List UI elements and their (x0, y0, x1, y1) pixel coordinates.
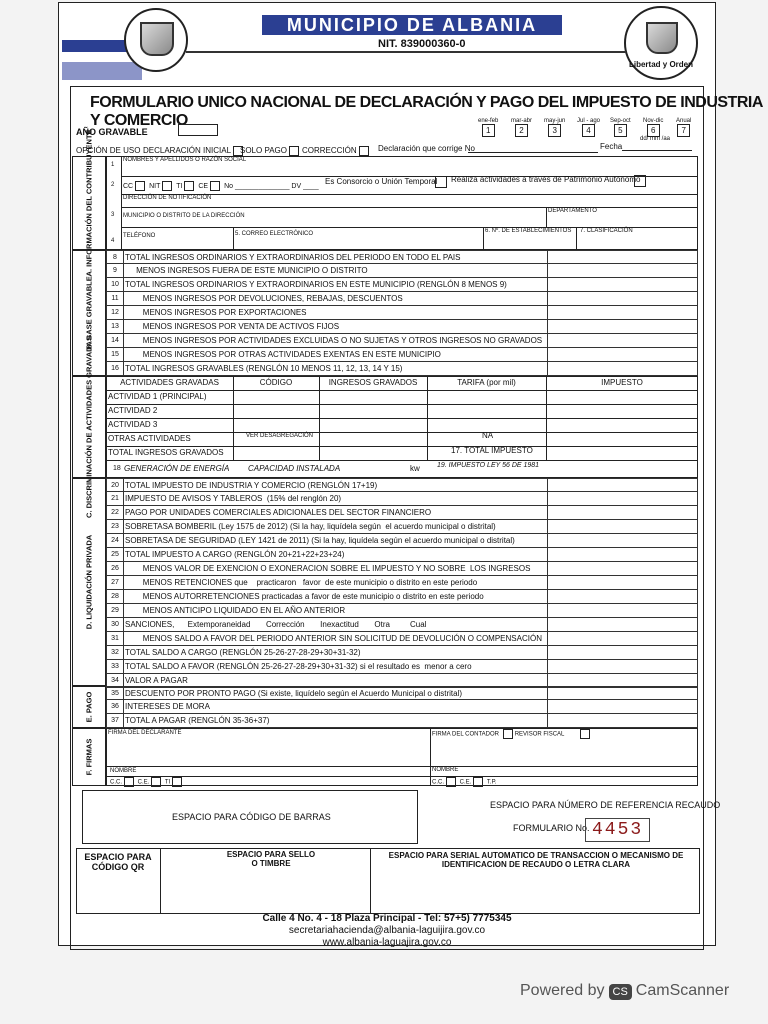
value-field[interactable] (547, 714, 700, 727)
row-number: 16 (111, 365, 119, 372)
declarante-cc-checkbox[interactable] (124, 777, 134, 787)
base-row-9 (106, 264, 698, 278)
row-label: MENOS INGRESOS POR VENTA DE ACTIVOS FIJOS (125, 322, 340, 331)
activity-row-1: ACTIVIDAD 1 (PRINCIPAL) (108, 392, 207, 401)
row-label: TOTAL SALDO A CARGO (RENGLÓN 25-26-27-28-29+30+31-32) (125, 648, 361, 657)
period-label: mar-abr (511, 118, 533, 124)
row-number: 26 (111, 565, 119, 572)
na-label: NA (482, 431, 494, 440)
liquidacion-row-29 (106, 604, 698, 618)
correccion-label: CORRECCIÓN (302, 146, 357, 156)
direccion-label: DIRECCIÓN DE NOTIFICACIÓN (123, 195, 212, 201)
municipality-banner: MUNICIPIO DE ALBANIA (262, 15, 562, 35)
contador-cc-checkbox[interactable] (446, 777, 456, 787)
col-header-2: INGRESOS GRAVADOS (328, 378, 418, 387)
base-row-13 (106, 320, 698, 334)
value-field[interactable] (547, 548, 700, 561)
row-label: PAGO POR UNIDADES COMERCIALES ADICIONALES DEL SECTOR FINANCIERO (125, 508, 432, 517)
base-row-8 (106, 250, 698, 264)
period-box[interactable]: 4 (582, 124, 595, 137)
period-label: Nov-dic (643, 118, 664, 124)
value-field[interactable] (547, 646, 700, 659)
declarante-ce-checkbox[interactable] (151, 777, 161, 787)
row-label: INTERESES DE MORA (125, 702, 210, 711)
patrimonio-checkbox[interactable] (634, 175, 646, 187)
row-number: 31 (111, 635, 119, 642)
departamento-label: DEPARTAMENTO (548, 208, 597, 214)
row-label: MENOS SALDO A FAVOR DEL PERIODO ANTERIOR SIN SOLICITUD DE DEVOLUCIÓN O COMPENSACIÓN (125, 634, 542, 643)
liquidacion-row-32 (106, 646, 698, 660)
nombre-contador-label: NOMBRE (432, 767, 459, 773)
value-field[interactable] (547, 306, 700, 319)
liquidacion-row-25 (106, 548, 698, 562)
value-field[interactable] (547, 362, 700, 375)
row-label: TOTAL INGRESOS ORDINARIOS Y EXTRAORDINARIOS EN ESTE MUNICIPIO (RENGLÓN 8 MENOS 9) (125, 280, 507, 289)
liquidacion-row-28 (106, 590, 698, 604)
period-2[interactable] (511, 118, 532, 137)
value-field[interactable] (547, 348, 700, 361)
row-number: 22 (111, 509, 119, 516)
section-e-label: E. PAGO (72, 686, 106, 728)
col-header-4: IMPUESTO (601, 378, 643, 387)
value-field[interactable] (547, 576, 700, 589)
ref-recaudo-label: ESPACIO PARA NÚMERO DE REFERENCIA RECAUDO (490, 800, 721, 810)
liquidacion-row-23 (106, 520, 698, 534)
header-divider (186, 51, 626, 53)
section-c-label: C. DISCRIMINACIÓN DE ACTIVIDADES GRAVADAS (72, 376, 106, 478)
value-field[interactable] (547, 334, 700, 347)
value-field[interactable] (547, 264, 700, 277)
id-type-row: CC NIT TI CE No ______________ DV ____ (123, 182, 319, 190)
opcion-uso-label: OPCIÓN DE USO (76, 146, 141, 155)
value-field[interactable] (547, 492, 700, 505)
cc-checkbox[interactable] (135, 181, 145, 191)
period-box[interactable]: 7 (677, 124, 690, 137)
row-number: 34 (111, 677, 119, 684)
footer-email[interactable]: secretariahacienda@albania-laguijira.gov.co (288, 925, 486, 936)
row-label: MENOS VALOR DE EXENCION O EXONERACION SOBRE EL IMPUESTO Y NO SOBRE LOS INGRESOS (125, 564, 531, 573)
row-number: 30 (111, 621, 119, 628)
row-label: SOBRETASA BOMBERIL (Ley 1575 de 2012) (Si la hay, liquídela según el acuerdo municipal o distrital) (125, 522, 496, 531)
row-label: MENOS ANTICIPO LIQUIDADO EN EL AÑO ANTERIOR (125, 606, 346, 615)
row-label: SOBRETASA DE SEGURIDAD (LEY 1421 de 2011) (Si la hay, liquídela según el acuerdo municipal o distrital) (125, 536, 515, 545)
value-field[interactable] (547, 687, 700, 699)
row-label: MENOS RETENCIONES que practicaron favor de este municipio o distrito en este periodo (125, 578, 478, 587)
row-18-number: 18 (113, 465, 121, 472)
value-field[interactable] (547, 562, 700, 575)
row-number: 32 (111, 649, 119, 656)
base-row-11 (106, 292, 698, 306)
anio-gravable-label: AÑO GRAVABLE (76, 127, 148, 137)
period-label: Anual (676, 118, 692, 124)
establecimientos-label: 6. Nº. DE ESTABLECIMIENTOS (485, 228, 572, 234)
anio-gravable-input[interactable] (178, 124, 218, 136)
period-label: Sep-oct (610, 118, 631, 124)
row-label: TOTAL INGRESOS GRAVABLES (RENGLÓN 10 MENOS 11, 12, 13, 14 Y 15) (125, 364, 403, 373)
consorcio-label: Es Consorcio o Unión Temporal (325, 177, 438, 186)
pago-row-37 (106, 714, 698, 728)
row-label: TOTAL A PAGAR (RENGLÓN 35-36+37) (125, 716, 270, 725)
generacion-energia-label: GENERACIÓN DE ENERGÍA (124, 464, 230, 473)
base-row-12 (106, 306, 698, 320)
liquidacion-row-27 (106, 576, 698, 590)
value-field[interactable] (547, 320, 700, 333)
date-format: dd/ mm /aa (640, 136, 671, 142)
correccion-checkbox[interactable] (359, 146, 369, 156)
row-number: 23 (111, 523, 119, 530)
ver-desagregacion: VER DESAGREGACIÓN (246, 433, 314, 439)
col-header-3: TARIFA (por mil) (457, 378, 516, 387)
row-number: 15 (111, 351, 119, 358)
row-number: 8 (113, 254, 117, 261)
period-7[interactable] (676, 118, 691, 137)
row-label: MENOS INGRESOS POR ACTIVIDADES EXCLUIDAS O NO SUJETAS Y OTROS INGRESOS NO GRAVADOS (125, 336, 543, 345)
footer-web[interactable]: www.albania-laguajira.gov.co (322, 937, 452, 948)
footer-address: Calle 4 No. 4 - 18 Plaza Principal - Tel: 57+5) 7775345 (262, 913, 512, 924)
pago-row-35 (106, 686, 698, 700)
solo-pago-label: SOLO PAGO (240, 146, 287, 156)
period-box[interactable]: 1 (482, 124, 495, 137)
row-label: TOTAL IMPUESTO A CARGO (RENGLÓN 20+21+22+23+24) (125, 550, 345, 559)
activity-row-3: ACTIVIDAD 3 (108, 420, 158, 429)
contador-checkbox[interactable] (503, 729, 513, 739)
period-label: Jul - ago (577, 118, 601, 124)
period-5[interactable] (610, 118, 631, 137)
formulario-no-label: FORMULARIO No. (513, 823, 590, 833)
row-label: MENOS INGRESOS FUERA DE ESTE MUNICIPIO O DISTRITO (125, 266, 368, 275)
value-field[interactable] (547, 278, 700, 291)
value-field[interactable] (547, 632, 700, 645)
motto: Libertad y Orden (628, 60, 693, 69)
total-impuesto-label: 17. TOTAL IMPUESTO (451, 446, 533, 455)
activity-row-4: OTRAS ACTIVIDADES (108, 434, 191, 443)
kw-label: kw (410, 464, 420, 473)
qr-label: ESPACIO PARA CÓDIGO QR (84, 852, 152, 872)
pago-row-36 (106, 700, 698, 714)
row-number: 24 (111, 537, 119, 544)
firma-contador-label: FIRMA DEL CONTADOR (432, 731, 500, 738)
liquidacion-row-22 (106, 506, 698, 520)
revisor-checkbox[interactable] (580, 729, 590, 739)
col-header-0: ACTIVIDADES GRAVADAS (120, 378, 219, 387)
row-number: 29 (111, 607, 119, 614)
row-label: TOTAL IMPUESTO DE INDUSTRIA Y COMERCIO (RENGLÓN 17+19) (125, 481, 378, 490)
value-field[interactable] (547, 590, 700, 603)
row-number: 25 (111, 551, 119, 558)
row-number: 20 (111, 482, 119, 489)
base-row-14 (106, 334, 698, 348)
liquidacion-row-24 (106, 534, 698, 548)
row-label: VALOR A PAGAR (125, 676, 188, 685)
formulario-number: 4453 (585, 818, 650, 842)
row-label: TOTAL SALDO A FAVOR (RENGLÓN 25-26-27-28-29+30+31-32) si el resultado es menor a cero (125, 662, 472, 671)
section-f-label: F. FIRMAS (72, 728, 106, 786)
row-label: MENOS INGRESOS POR OTRAS ACTIVIDADES EXENTAS EN ESTE MUNICIPIO (125, 350, 441, 359)
section-b-label: B. BASE GRAVABLE (72, 250, 106, 376)
capacidad-label: CAPACIDAD INSTALADA (248, 464, 341, 473)
municipal-seal-icon (124, 8, 188, 72)
value-field[interactable] (547, 660, 700, 673)
row-number: 12 (111, 309, 119, 316)
sello-label: ESPACIO PARA SELLO O TIMBRE (226, 850, 316, 868)
row-number: 13 (111, 323, 119, 330)
value-field[interactable] (547, 520, 700, 533)
patrimonio-label: Realiza actividades a través de Patrimonio Autónomo (451, 175, 641, 184)
liquidacion-row-20 (106, 478, 698, 492)
value-field[interactable] (547, 479, 700, 491)
value-field[interactable] (547, 604, 700, 617)
row-label: MENOS AUTORRETENCIONES practicadas a favor de este municipio o distrito en este periodo (125, 592, 484, 601)
correo-label: 5. CORREO ELECTRÓNICO (235, 231, 314, 237)
declaracion-corrige-input[interactable] (468, 152, 598, 153)
value-field[interactable] (547, 292, 700, 305)
ti-checkbox[interactable] (184, 181, 194, 191)
barcode-label: ESPACIO PARA CÓDIGO DE BARRAS (172, 812, 331, 822)
base-row-10 (106, 278, 698, 292)
row-number: 35 (111, 690, 119, 697)
period-box[interactable]: 5 (614, 124, 627, 137)
activity-row-5: TOTAL INGRESOS GRAVADOS (108, 448, 224, 457)
row-label: SANCIONES, Extemporaneidad Corrección Inexactitud Otra Cual (125, 620, 427, 629)
col-header-1: CÓDIGO (259, 378, 293, 387)
period-6[interactable] (643, 118, 663, 137)
section-d-label: D. LIQUIDACIÓN PRIVADA (72, 478, 106, 686)
value-field[interactable] (547, 506, 700, 519)
ley56-label: 19. IMPUESTO LEY 56 DE 1981 (437, 462, 540, 469)
section-a-label: A. INFORMACIÓN DEL CONTRIBUYENTE (72, 156, 106, 250)
row-number: 27 (111, 579, 119, 586)
fecha-input[interactable] (622, 150, 692, 151)
camscanner-watermark: Powered by CS CamScanner (520, 982, 730, 999)
row-number: 28 (111, 593, 119, 600)
nit-number: NIT. 839000360-0 (378, 38, 466, 50)
row-label: TOTAL INGRESOS ORDINARIOS Y EXTRAORDINARIOS DEL PERIODO EN TODO EL PAIS (125, 253, 461, 262)
row-number: 33 (111, 663, 119, 670)
section-a-box (106, 156, 698, 250)
activity-row-2: ACTIVIDAD 2 (108, 406, 158, 415)
declaracion-corrige-label: Declaración que corrige No (378, 144, 475, 153)
declaracion-inicial-label: DECLARACIÓN INICIAL (143, 146, 232, 156)
liquidacion-row-21 (106, 492, 698, 506)
liquidacion-row-31 (106, 632, 698, 646)
firmas-box (106, 728, 698, 786)
nombres-label: NOMBRES Y APELLIDOS O RAZÓN SOCIAL (123, 157, 247, 163)
value-field[interactable] (547, 700, 700, 713)
row-number: 11 (111, 295, 119, 302)
row-number: 21 (111, 495, 119, 502)
ce-checkbox[interactable] (210, 181, 220, 191)
value-field[interactable] (547, 534, 700, 547)
declarante-ti-checkbox[interactable] (172, 777, 182, 787)
row-number: 14 (111, 337, 119, 344)
period-box[interactable]: 6 (647, 124, 660, 137)
serial-label: ESPACIO PARA SERIAL AUTOMATICO DE TRANSACCION O MECANISMO DE IDENTIFICACION DE RECAUDO O LETRA CLARA (388, 851, 684, 869)
row-label: DESCUENTO POR PRONTO PAGO (Si existe, liquídelo según el Acuerdo Municipal o distrital) (125, 689, 463, 698)
period-1[interactable] (478, 118, 498, 137)
period-box[interactable]: 2 (515, 124, 528, 137)
fecha-label: Fecha (600, 142, 623, 151)
liquidacion-row-33 (106, 660, 698, 674)
period-box[interactable]: 3 (548, 124, 561, 137)
national-coat-of-arms-icon (624, 6, 698, 80)
period-4[interactable] (577, 118, 600, 137)
form-title: FORMULARIO UNICO NACIONAL DE DECLARACIÓN Y PAGO DEL IMPUESTO DE INDUSTRIA Y COMERCIO (90, 94, 763, 129)
row-number: 9 (113, 267, 117, 274)
clasificacion-label: 7. CLASIFICACIÓN (580, 228, 633, 234)
camscanner-logo-icon: CS (609, 984, 632, 1000)
telefono-label: TELÉFONO (123, 233, 156, 239)
solo-pago-checkbox[interactable] (289, 146, 299, 156)
period-label: may-jun (544, 118, 566, 124)
row-label: MENOS INGRESOS POR DEVOLUCIONES, REBAJAS, DESCUENTOS (125, 294, 403, 303)
row-label: MENOS INGRESOS POR EXPORTACIONES (125, 308, 307, 317)
value-field[interactable] (547, 618, 700, 631)
municipio-label: MUNICIPIO O DISTRITO DE LA DIRECCIÓN (123, 213, 245, 219)
period-label: ene-feb (478, 118, 499, 124)
row-number: 10 (111, 281, 119, 288)
base-row-16 (106, 362, 698, 376)
contador-ce-checkbox[interactable] (473, 777, 483, 787)
row-number: 37 (111, 717, 119, 724)
value-field[interactable] (547, 251, 700, 263)
liquidacion-row-26 (106, 562, 698, 576)
row-label: IMPUESTO DE AVISOS Y TABLEROS (15% del renglón 20) (125, 494, 342, 503)
nombre-declarante-label: NOMBRE (110, 768, 137, 774)
base-row-15 (106, 348, 698, 362)
revisor-label: REVISOR FISCAL (514, 731, 565, 738)
firma-declarante-label: FIRMA DEL DECLARANTE (108, 730, 182, 736)
row-number: 36 (111, 703, 119, 710)
liquidacion-row-30 (106, 618, 698, 632)
period-3[interactable] (544, 118, 565, 137)
nit-checkbox[interactable] (162, 181, 172, 191)
consorcio-checkbox[interactable] (435, 176, 447, 188)
